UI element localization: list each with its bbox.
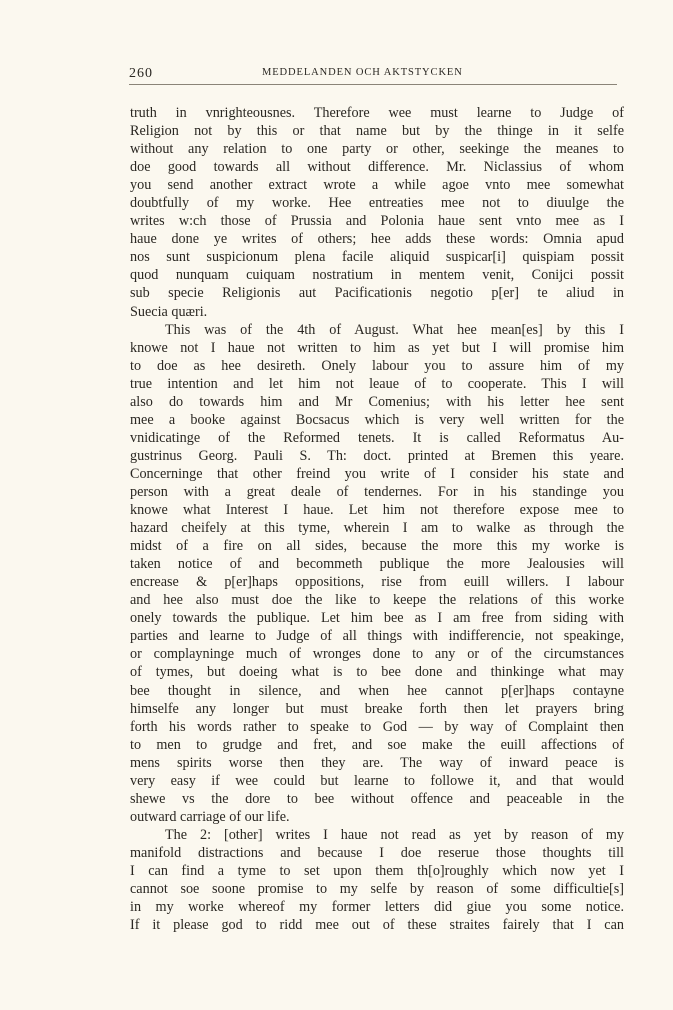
text-line: Suecia quæri. [130, 303, 208, 320]
text-line: nos sunt suspicionum plena facile aliquid suspicar[i] quispiam possit [130, 249, 624, 266]
text-line: person with a great deale of tendernes. For in his standinge you [130, 483, 624, 500]
text-line: truth in vnrighteousnes. Therefore wee must learne to Judge of [130, 105, 624, 121]
text-line: forth his words rather to speake to God — by way of Complaint then [130, 718, 624, 735]
text-line: hazard cheifely at this tyme, wherein I am to walke as through the [130, 520, 624, 537]
text-line: or complayninge much of wronges done to any or of the circumstances [130, 646, 624, 663]
text-line: and hee also must doe the like to keepe the relations of this worke [130, 592, 624, 609]
text-line: of tymes, but doeing what is to bee done and thinkinge what may [130, 664, 624, 681]
page-header [129, 64, 617, 84]
text-line: shewe vs the dore to bee without offence and peaceable in the [130, 790, 624, 807]
text-line: mens spirits worse then they are. The way of inward peace is [130, 754, 624, 771]
text-line: manifold distractions and because I doe reserue those thoughts till [130, 844, 624, 861]
header-rule [129, 84, 617, 85]
text-line: knowe what Interest I haue. Let him not therefore expose mee to [130, 502, 624, 519]
text-line: writes w:ch those of Prussia and Polonia haue sent vnto mee as I [130, 213, 624, 230]
text-line: himselfe any longer but must breake forth then let prayers bring [130, 700, 624, 717]
running-head: MEDDELANDEN OCH AKTSTYCKEN [262, 67, 463, 78]
text-line: haue done ye writes of others; hee adds these words: Omnia apud [130, 231, 624, 248]
text-line: you send another extract wrote a while agoe vnto mee somewhat [130, 177, 624, 194]
text-line: quod nunquam cuiquam nostratium in mentem venit, Conijci possit [130, 267, 624, 284]
text-line: to men to grudge and fret, and soe make the euill affections of [130, 736, 624, 753]
text-line: gustrinus Georg. Pauli S. Th: doct. printed at Bremen this yeare. [130, 447, 624, 464]
text-line: encrease & p[er]haps oppositions, rise from euill willers. I labour [130, 574, 624, 591]
text-line: mee a booke against Bocsacus which is very well written for the [130, 411, 624, 428]
text-line: Religion not by this or that name but by the thinge in it selfe [130, 123, 624, 140]
text-line: cannot soe soone promise to my selfe by reason of some difficultie[s] [130, 881, 624, 898]
text-line: If it please god to ridd mee out of these straites fairely that I can [130, 917, 624, 934]
text-line: I can find a tyme to set upon them th[o]roughly which now yet I [130, 862, 624, 879]
page-number: 260 [129, 66, 153, 81]
text-line: doe good towards all without difference. Mr. Niclassius of whom [130, 159, 624, 176]
text-line: The 2: [other] writes I haue not read as yet by reason of my [165, 826, 624, 843]
text-line: very easy if wee could but learne to followe it, and that would [130, 772, 624, 789]
text-line: parties and learne to Judge of all things with indifferencie, not speakinge, [130, 628, 624, 645]
text-line: to doe as hee desireth. Onely labour you to assure him of my [130, 357, 624, 374]
text-line: This was of the 4th of August. What hee mean[es] by this I [165, 321, 624, 338]
text-line: vnidicatinge of the Reformed tenets. It is called Reformatus Au- [130, 429, 624, 446]
text-line: bee thought in silence, and when hee cannot p[er]haps contayne [130, 682, 624, 699]
text-line: Concerninge that other freind you write of I consider his state and [130, 465, 624, 482]
text-line: without any relation to one party or other, seekinge the meanes to [130, 141, 624, 158]
text-line: doubtfully of my worke. Hee entreaties mee not to diuulge the [130, 195, 624, 212]
text-line: sub specie Religionis aut Pacificationis negotio p[er] te aliud in [130, 285, 624, 302]
text-line: outward carriage of our life. [130, 808, 290, 825]
text-line: midst of a fire on all sides, because the more this my worke is [130, 538, 624, 555]
text-line: true intention and let him not leaue of to cooperate. This I will [130, 375, 624, 392]
text-line: in my worke whereof my former letters did giue you some notice. [130, 899, 624, 916]
text-line: knowe not I haue not written to him as yet but I will promise him [130, 339, 624, 356]
text-line: taken notice of and becommeth publique the more Jealousies will [130, 556, 624, 573]
text-line: onely towards the publique. Let him bee as I am free from siding with [130, 610, 624, 627]
body-text [130, 104, 624, 934]
text-line: also do towards him and Mr Comenius; with his letter hee sent [130, 393, 624, 410]
